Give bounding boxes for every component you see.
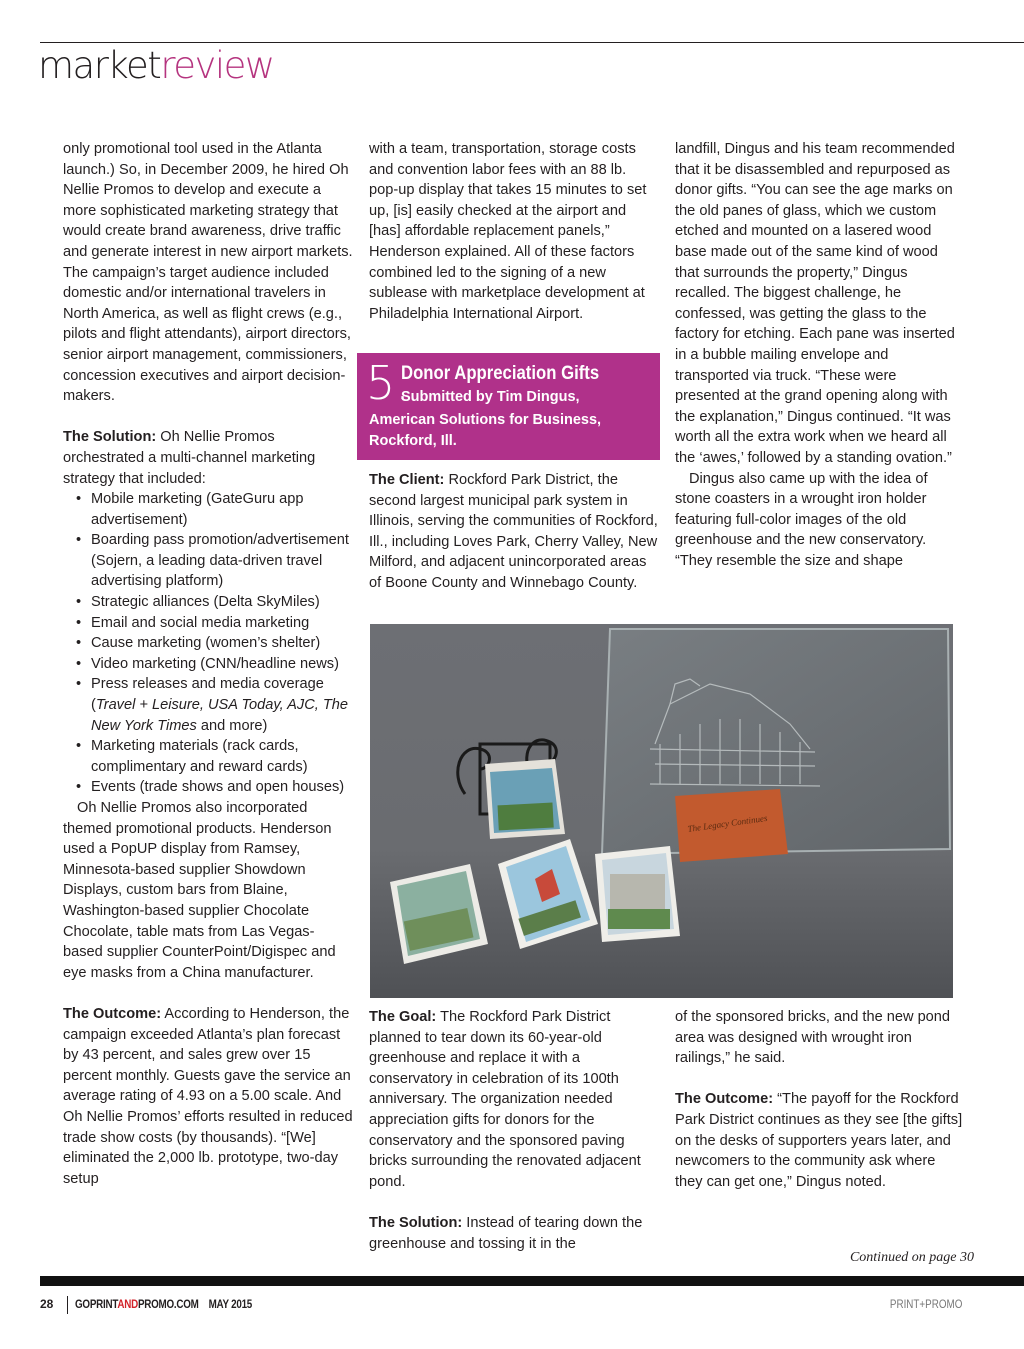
continued-note: Continued on page 30 <box>849 1250 974 1265</box>
outcome-text: According to Henderson, the campaign exceeded Atlanta’s plan forecast by 43 percent, and sales grew over 15 percent monthly. Guests gave the service an average rating of 4.93 on a 5.00 scale. And Oh Nellie Promos’ efforts resulted in reduced trade show costs (by thousands). “[We] eliminated the 2,000 lb. prototype, two-day setup <box>63 1005 353 1187</box>
coaster-holder-pond <box>485 759 565 839</box>
press-italic: Travel + Leisure, USA Today, AJC, The New York Times <box>91 697 348 734</box>
column-2-bottom <box>369 1007 659 1254</box>
client-label: The Client: <box>369 472 445 488</box>
outcome-label-2: The Outcome: <box>675 1091 774 1108</box>
footer-issue: MAY 2015 <box>208 1297 253 1311</box>
list-item: • Marketing materials (rack cards, complimentary and reward cards) <box>63 736 353 777</box>
solution-label: The Solution: <box>63 429 157 446</box>
col1-intro: only promotional tool used in the Atlanta launch.) So, in December 2009, he hired Oh Nellie Promos to develop and execute a more sophisticated marketing strategy that would create brand awareness, drive traffic and generate interest in new airport markets. The campaign’s target audience included domestic and/or international travelers in North America, as well as flight crews (e.g., pilots and flight attendants), airport directors, senior airport management, commissioners, concession executives and airport decision-makers. <box>63 141 353 405</box>
plaque-engraving: The Legacy Continues <box>686 812 768 834</box>
column-2-top <box>369 139 659 324</box>
col2-client <box>369 470 659 594</box>
list-item: • Cause marketing (women’s shelter) <box>63 633 353 654</box>
list-item: • Mobile marketing (GateGuru app advertisement) <box>63 489 353 530</box>
tactic-list <box>63 489 353 798</box>
section-title: Donor Appreciation Gifts <box>401 363 600 384</box>
column-3-bottom <box>675 1007 965 1192</box>
col3-bottom: of the sponsored bricks, and the new pond area was designed with wrought iron railings,” he said. <box>675 1009 951 1067</box>
column-3-top <box>675 139 965 571</box>
press-post: and more) <box>196 717 268 734</box>
column-1 <box>63 139 353 1189</box>
list-item: • Boarding pass promotion/advertisement (Sojern, a leading data-driven travel advertising platform) <box>63 530 353 592</box>
footer-site <box>75 1297 252 1311</box>
list-item: • Video marketing (CNN/headline news) <box>63 654 353 675</box>
press-pre: Press releases and media coverage ( <box>91 676 324 714</box>
client-text: Rockford Park District, the second largest municipal park system in Illinois, serving the communities of Rockford, Ill., including Loves Park, Cherry Valley, New Milford, and adjacent unincorporated areas of Boone County and Winnebago County. <box>369 472 658 591</box>
col2-goal <box>369 1007 659 1192</box>
photo-illustration <box>370 624 953 998</box>
footer-separator <box>67 1296 68 1314</box>
solution-text-2: Instead of tearing down the greenhouse and tossing it in the <box>369 1214 643 1252</box>
column-2-client <box>369 470 659 594</box>
section-header-box <box>357 353 660 460</box>
page-number: 28 <box>40 1297 54 1311</box>
col2-intro: with a team, transportation, storage costs and convention labor fees with an 88 lb. pop-up display that takes 15 minutes to set up, [is] easily checked at the airport and [has] affordable replacement panels,” Henderson explained. All of these factors combined led to the signing of a new sublease with marketplace development at Philadelphia International Airport. <box>369 141 647 322</box>
site-part-b: AND <box>117 1297 138 1311</box>
product-photo <box>370 624 953 998</box>
site-part-a: GOPRINT <box>75 1297 118 1311</box>
list-item <box>63 674 353 736</box>
top-rule <box>40 42 1024 43</box>
col1-para: Oh Nellie Promos also incorporated themed promotional products. Henderson used a PopUP display from Ramsey, Minnesota-based supplier Showdown Displays, custom bars from Blaine, Washington-based supplier Chocolate Chocolate, table mats from Las Vegas-based supplier CounterPoint/Digispec and eye masks from a China manufacturer. <box>63 800 336 981</box>
solution-text: Oh Nellie Promos orchestrated a multi-channel marketing strategy that included: <box>63 429 316 487</box>
section-company: American Solutions for Business, Rockford, Ill. <box>369 412 602 449</box>
outcome-text-2: “The payoff for the Rockford Park District continues as they see [the gifts] on the desks of supporters years later, and newcomers to the community ask where they can get one,” Dingus noted. <box>675 1091 963 1190</box>
col3-outcome <box>675 1089 965 1192</box>
masthead-review: review <box>160 44 274 87</box>
list-item: • Events (trade shows and open houses) <box>63 777 353 798</box>
list-item: • Email and social media marketing <box>63 613 353 634</box>
solution-label-2: The Solution: <box>369 1214 463 1231</box>
col1-solution <box>63 427 353 489</box>
goal-label: The Goal: <box>369 1009 437 1025</box>
bottom-rule <box>40 1276 1024 1286</box>
goal-text: The Rockford Park District planned to tear down its 60-year-old greenhouse and replace it with a conservatory in celebration of its 100th anniversary. The organization needed appreciation gifts for donors for the conservatory and the sponsored paving bricks surrounding the renovated adjacent pond. <box>369 1009 641 1190</box>
section-number: 5. <box>366 356 410 410</box>
coaster-new-conservatory <box>595 846 680 942</box>
site-part-c: PROMO.COM <box>137 1297 199 1311</box>
col1-outcome <box>63 1004 353 1189</box>
masthead-market: market <box>38 44 161 87</box>
section-submitted: Submitted by Tim Dingus, <box>401 389 580 405</box>
col3-top: landfill, Dingus and his team recommended that it be disassembled and repurposed as donor gifts. “You can see the age marks on the old panes of glass, which we custom etched and mounted on a lasered wood base made out of the same kind of wood that surrounds the property,” Dingus recalled. The biggest challenge, he confessed, was getting the glass to the factory for etching. Each pane was inserted in a bubble mailing envelope and transported via truck. “These were presented at the grand opening along with the explanation,” Dingus continued. “It was worth all the extra work when we heard all the ‘awes,’ followed by a standing ovation.” <box>675 141 955 466</box>
outcome-label: The Outcome: <box>63 1005 162 1022</box>
masthead <box>38 44 274 88</box>
list-item: • Strategic alliances (Delta SkyMiles) <box>63 592 353 613</box>
footer-brand: PRINT+PROMO <box>889 1297 962 1311</box>
col2-solution <box>369 1213 659 1254</box>
col3-top2: Dingus also came up with the idea of stone coasters in a wrought iron holder featuring full-color images of the old greenhouse and the new conservatory. “They resemble the size and shape <box>675 470 928 569</box>
